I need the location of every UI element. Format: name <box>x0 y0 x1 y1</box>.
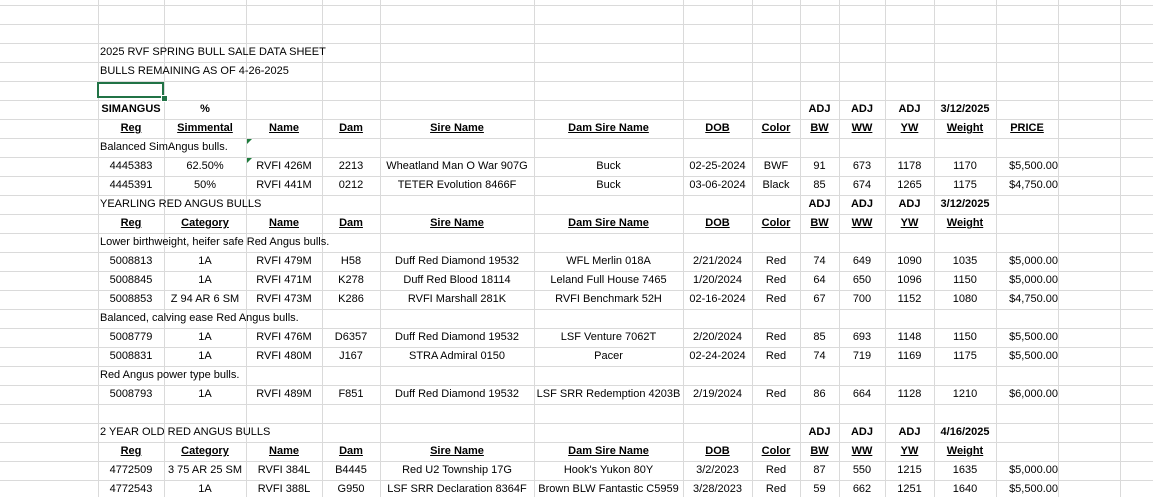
column-header-11: Weight <box>946 122 984 134</box>
cell-error-indicator-0 <box>247 139 252 144</box>
yearling-g3-row-0-cell-6[interactable]: 2/19/2024 <box>693 388 742 400</box>
yearling-g2-row-1-cell-4[interactable]: STRA Admiral 0150 <box>409 350 505 362</box>
yearling-g1-row-0-cell-0[interactable]: 5008813 <box>109 255 153 267</box>
yearling-g2-row-1-cell-0[interactable]: 5008831 <box>109 350 153 362</box>
yearling-g2-row-1-cell-3[interactable]: J167 <box>339 350 363 362</box>
sim-row-1-cell-7[interactable]: Black <box>762 179 790 191</box>
yearling-g2-row-1-cell-12[interactable]: $5,500.00 <box>1009 350 1058 362</box>
yearling-g1-row-1-cell-10[interactable]: 1096 <box>897 274 922 286</box>
fill-handle[interactable] <box>161 95 168 102</box>
column-header-9: WW <box>851 217 873 229</box>
sim-row-0-cell-9[interactable]: 673 <box>852 160 872 172</box>
yearling-group3-note: Red Angus power type bulls. <box>100 369 240 381</box>
yearling-header-top-2: ADJ <box>898 198 921 210</box>
yearling-g1-row-2-cell-1[interactable]: Z 94 AR 6 SM <box>170 293 240 305</box>
yearling-g2-row-1-cell-5[interactable]: Pacer <box>594 350 623 362</box>
two-year-row-1-cell-10[interactable]: 1251 <box>897 483 922 495</box>
column-header-11: Weight <box>946 217 984 229</box>
yearling-g1-row-2-cell-0[interactable]: 5008853 <box>109 293 153 305</box>
yearling-g2-row-1-cell-6[interactable]: 02-24-2024 <box>689 350 746 362</box>
sim-row-1-cell-4[interactable]: TETER Evolution 8466F <box>397 179 517 191</box>
two-year-header-top-2: ADJ <box>898 426 921 438</box>
yearling-g2-row-1-cell-1[interactable]: 1A <box>198 350 212 362</box>
yearling-g1-row-1-cell-2[interactable]: RVFI 471M <box>256 274 312 286</box>
yearling-group1-note: Lower birthweight, heifer safe Red Angus bulls. <box>100 236 330 248</box>
sim-row-0-cell-10[interactable]: 1178 <box>897 160 922 172</box>
sim-row-0-cell-12[interactable]: $5,500.00 <box>1009 160 1058 172</box>
sim-row-0-cell-5[interactable]: Buck <box>596 160 621 172</box>
yearling-g1-row-1-cell-9[interactable]: 650 <box>852 274 872 286</box>
two-year-row-1-cell-3[interactable]: G950 <box>337 483 365 495</box>
sim-row-1-cell-11[interactable]: 1175 <box>953 179 977 191</box>
two-year-row-0-cell-2[interactable]: RVFI 384L <box>257 464 311 476</box>
two-year-row-1-cell-12[interactable]: $5,500.00 <box>1009 483 1058 495</box>
yearling-g1-row-1-cell-7[interactable]: Red <box>765 274 787 286</box>
yearling-g1-row-0-cell-3[interactable]: H58 <box>340 255 362 267</box>
sim-header-top-0: SIMANGUS <box>101 103 161 115</box>
column-header-1: Category <box>181 217 229 229</box>
column-header-6: DOB <box>705 122 730 134</box>
yearling-g2-row-0-cell-3[interactable]: D6357 <box>334 331 368 343</box>
sim-row-0-cell-7[interactable]: BWF <box>763 160 789 172</box>
yearling-header-top-3: 3/12/2025 <box>940 198 990 210</box>
two-year-row-1-cell-4[interactable]: LSF SRR Declaration 8364F <box>387 483 527 495</box>
sim-header-top-8: ADJ <box>808 103 831 115</box>
column-header-8: BW <box>810 445 829 457</box>
sim-row-1-cell-10[interactable]: 1265 <box>897 179 922 191</box>
sim-row-1-cell-9[interactable]: 674 <box>852 179 872 191</box>
column-header-7: Color <box>761 122 791 134</box>
sim-row-1-cell-0[interactable]: 4445391 <box>109 179 153 191</box>
two-year-row-0-cell-11[interactable]: 1635 <box>952 464 978 476</box>
yearling-g1-row-1-cell-4[interactable]: Duff Red Blood 18114 <box>403 274 511 286</box>
yearling-g3-row-0-cell-10[interactable]: 1128 <box>897 388 922 400</box>
sim-row-0-cell-0[interactable]: 4445383 <box>109 160 153 172</box>
yearling-g1-row-1-cell-6[interactable]: 1/20/2024 <box>693 274 742 286</box>
two-year-header-top-0: ADJ <box>808 426 831 438</box>
column-header-0: Reg <box>120 217 142 229</box>
yearling-g3-row-0-cell-8[interactable]: 86 <box>813 388 826 400</box>
yearling-g2-row-1-cell-8[interactable]: 74 <box>813 350 826 362</box>
yearling-g3-row-0-cell-2[interactable]: RVFI 489M <box>256 388 312 400</box>
yearling-g3-row-0-cell-0[interactable]: 5008793 <box>109 388 153 400</box>
two-year-row-1-cell-2[interactable]: RVFI 388L <box>257 483 311 495</box>
two-year-row-1-cell-1[interactable]: 1A <box>198 483 212 495</box>
yearling-section-title: YEARLING RED ANGUS BULLS <box>100 198 262 210</box>
sim-row-1-cell-5[interactable]: Buck <box>596 179 621 191</box>
yearling-g1-row-0-cell-12[interactable]: $5,000.00 <box>1009 255 1058 267</box>
yearling-g1-row-1-cell-1[interactable]: 1A <box>198 274 212 286</box>
two-year-row-0-cell-0[interactable]: 4772509 <box>109 464 153 476</box>
yearling-g2-row-0-cell-5[interactable]: LSF Venture 7062T <box>560 331 657 343</box>
yearling-g1-row-2-cell-6[interactable]: 02-16-2024 <box>689 293 746 305</box>
sim-row-1-cell-1[interactable]: 50% <box>193 179 217 191</box>
two-year-header-top-1: ADJ <box>850 426 873 438</box>
yearling-g1-row-0-cell-6[interactable]: 2/21/2024 <box>693 255 742 267</box>
yearling-g1-row-2-cell-3[interactable]: K286 <box>338 293 364 305</box>
column-header-12: PRICE <box>1010 122 1044 134</box>
sim-header-top-10: ADJ <box>898 103 921 115</box>
yearling-g2-row-1-cell-2[interactable]: RVFI 480M <box>256 350 312 362</box>
column-header-4: Sire Name <box>430 217 484 229</box>
yearling-g1-row-1-cell-12[interactable]: $5,000.00 <box>1009 274 1058 286</box>
two-year-row-1-cell-0[interactable]: 4772543 <box>109 483 153 495</box>
column-header-9: WW <box>851 445 873 457</box>
two-year-row-0-cell-8[interactable]: 87 <box>813 464 826 476</box>
sim-row-1-cell-8[interactable]: 85 <box>813 179 826 191</box>
yearling-g3-row-0-cell-1[interactable]: 1A <box>198 388 212 400</box>
yearling-g1-row-0-cell-4[interactable]: Duff Red Diamond 19532 <box>395 255 519 267</box>
yearling-g2-row-1-cell-7[interactable]: Red <box>765 350 787 362</box>
two-year-row-0-cell-10[interactable]: 1215 <box>897 464 922 476</box>
sheet-title: 2025 RVF SPRING BULL SALE DATA SHEET <box>100 46 326 58</box>
column-header-10: YW <box>900 122 919 134</box>
column-header-1: Simmental <box>177 122 233 134</box>
yearling-g3-row-0-cell-4[interactable]: Duff Red Diamond 19532 <box>395 388 519 400</box>
sim-row-1-cell-3[interactable]: 0212 <box>338 179 364 191</box>
two-year-row-1-cell-8[interactable]: 59 <box>813 483 826 495</box>
yearling-header-top-1: ADJ <box>850 198 873 210</box>
two-year-row-1-cell-7[interactable]: Red <box>765 483 787 495</box>
two-year-row-0-cell-4[interactable]: Red U2 Township 17G <box>402 464 512 476</box>
column-header-2: Name <box>269 122 299 134</box>
sim-header-top-9: ADJ <box>850 103 873 115</box>
yearling-g1-row-0-cell-2[interactable]: RVFI 479M <box>256 255 312 267</box>
column-header-2: Name <box>269 217 299 229</box>
column-header-8: BW <box>810 122 829 134</box>
sim-row-0-cell-11[interactable]: 1170 <box>953 160 977 172</box>
column-header-6: DOB <box>705 445 730 457</box>
column-header-10: YW <box>900 217 919 229</box>
yearling-g2-row-0-cell-2[interactable]: RVFI 476M <box>256 331 312 343</box>
two-year-row-1-cell-6[interactable]: 3/28/2023 <box>693 483 742 495</box>
yearling-g1-row-0-cell-9[interactable]: 649 <box>852 255 872 267</box>
yearling-g1-row-0-cell-5[interactable]: WFL Merlin 018A <box>566 255 651 267</box>
yearling-g1-row-0-cell-10[interactable]: 1090 <box>897 255 922 267</box>
yearling-g1-row-2-cell-11[interactable]: 1080 <box>952 293 978 305</box>
sim-row-0-cell-6[interactable]: 02-25-2024 <box>689 160 746 172</box>
yearling-g3-row-0-cell-3[interactable]: F851 <box>338 388 364 400</box>
column-header-6: DOB <box>705 217 730 229</box>
active-cell-selection[interactable] <box>97 82 164 98</box>
column-header-7: Color <box>761 445 791 457</box>
yearling-g1-row-0-cell-7[interactable]: Red <box>765 255 787 267</box>
yearling-g1-row-1-cell-3[interactable]: K278 <box>338 274 364 286</box>
cell-error-indicator-1 <box>247 158 252 163</box>
column-header-11: Weight <box>946 445 984 457</box>
two-year-section-title: 2 YEAR OLD RED ANGUS BULLS <box>100 426 271 438</box>
column-header-5: Dam Sire Name <box>568 122 649 134</box>
column-header-9: WW <box>851 122 873 134</box>
column-header-8: BW <box>810 217 829 229</box>
sim-header-top-11: 3/12/2025 <box>940 103 990 115</box>
yearling-g3-row-0-cell-12[interactable]: $6,000.00 <box>1009 388 1058 400</box>
sim-group-note: Balanced SimAngus bulls. <box>100 141 228 153</box>
two-year-row-0-cell-12[interactable]: $5,000.00 <box>1009 464 1058 476</box>
two-year-row-0-cell-9[interactable]: 550 <box>852 464 872 476</box>
yearling-g1-row-2-cell-4[interactable]: RVFI Marshall 281K <box>407 293 507 305</box>
yearling-g1-row-2-cell-5[interactable]: RVFI Benchmark 52H <box>555 293 662 305</box>
yearling-g2-row-0-cell-12[interactable]: $5,500.00 <box>1009 331 1058 343</box>
sim-row-1-cell-2[interactable]: RVFI 441M <box>256 179 312 191</box>
yearling-g3-row-0-cell-11[interactable]: 1210 <box>952 388 978 400</box>
yearling-g2-row-0-cell-4[interactable]: Duff Red Diamond 19532 <box>395 331 519 343</box>
column-header-0: Reg <box>120 445 142 457</box>
sim-row-1-cell-12[interactable]: $4,750.00 <box>1009 179 1058 191</box>
yearling-g1-row-2-cell-7[interactable]: Red <box>765 293 787 305</box>
yearling-g2-row-0-cell-9[interactable]: 693 <box>852 331 872 343</box>
two-year-row-0-cell-7[interactable]: Red <box>765 464 787 476</box>
yearling-group2-note: Balanced, calving ease Red Angus bulls. <box>100 312 299 324</box>
column-header-10: YW <box>900 445 919 457</box>
yearling-g1-row-0-cell-8[interactable]: 74 <box>813 255 826 267</box>
two-year-row-0-cell-3[interactable]: B4445 <box>335 464 367 476</box>
yearling-g2-row-0-cell-10[interactable]: 1148 <box>897 331 922 343</box>
column-header-3: Dam <box>339 122 363 134</box>
yearling-g3-row-0-cell-7[interactable]: Red <box>765 388 787 400</box>
yearling-g2-row-0-cell-7[interactable]: Red <box>765 331 787 343</box>
yearling-g1-row-2-cell-12[interactable]: $4,750.00 <box>1009 293 1058 305</box>
yearling-header-top-0: ADJ <box>808 198 831 210</box>
column-header-1: Category <box>181 445 229 457</box>
two-year-row-1-cell-5[interactable]: Brown BLW Fantastic C5959 <box>538 483 679 495</box>
two-year-header-top-3: 4/16/2025 <box>940 426 990 438</box>
yearling-g2-row-1-cell-11[interactable]: 1175 <box>953 350 977 362</box>
two-year-row-0-cell-6[interactable]: 3/2/2023 <box>696 464 739 476</box>
yearling-g1-row-2-cell-9[interactable]: 700 <box>852 293 872 305</box>
sim-row-0-cell-8[interactable]: 91 <box>813 160 826 172</box>
column-header-4: Sire Name <box>430 445 484 457</box>
yearling-g1-row-2-cell-10[interactable]: 1152 <box>897 293 922 305</box>
yearling-g3-row-0-cell-9[interactable]: 664 <box>852 388 872 400</box>
yearling-g1-row-1-cell-0[interactable]: 5008845 <box>109 274 153 286</box>
sim-row-0-cell-2[interactable]: RVFI 426M <box>256 160 312 172</box>
column-header-5: Dam Sire Name <box>568 217 649 229</box>
column-header-5: Dam Sire Name <box>568 445 649 457</box>
sim-header-top-1: % <box>200 103 210 115</box>
two-year-row-0-cell-5[interactable]: Hook's Yukon 80Y <box>563 464 654 476</box>
column-header-0: Reg <box>120 122 142 134</box>
yearling-g1-row-1-cell-5[interactable]: Leland Full House 7465 <box>550 274 667 286</box>
column-header-3: Dam <box>339 217 363 229</box>
column-header-4: Sire Name <box>430 122 484 134</box>
yearling-g2-row-0-cell-0[interactable]: 5008779 <box>109 331 153 343</box>
column-header-7: Color <box>761 217 791 229</box>
yearling-g2-row-0-cell-11[interactable]: 1150 <box>953 331 977 343</box>
yearling-g2-row-1-cell-10[interactable]: 1169 <box>897 350 922 362</box>
sim-row-0-cell-1[interactable]: 62.50% <box>186 160 224 172</box>
two-year-row-1-cell-11[interactable]: 1640 <box>952 483 978 495</box>
yearling-g1-row-0-cell-1[interactable]: 1A <box>198 255 212 267</box>
yearling-g2-row-0-cell-6[interactable]: 2/20/2024 <box>693 331 742 343</box>
sim-row-0-cell-4[interactable]: Wheatland Man O War 907G <box>386 160 528 172</box>
two-year-row-1-cell-9[interactable]: 662 <box>852 483 872 495</box>
yearling-g1-row-2-cell-8[interactable]: 67 <box>813 293 826 305</box>
yearling-g2-row-0-cell-1[interactable]: 1A <box>198 331 212 343</box>
yearling-g1-row-1-cell-11[interactable]: 1150 <box>953 274 977 286</box>
sheet-subtitle: BULLS REMAINING AS OF 4-26-2025 <box>100 65 289 77</box>
yearling-g1-row-1-cell-8[interactable]: 64 <box>813 274 826 286</box>
yearling-g2-row-0-cell-8[interactable]: 85 <box>813 331 826 343</box>
sim-row-0-cell-3[interactable]: 2213 <box>338 160 364 172</box>
two-year-row-0-cell-1[interactable]: 3 75 AR 25 SM <box>168 464 242 476</box>
yearling-g1-row-0-cell-11[interactable]: 1035 <box>952 255 978 267</box>
yearling-g2-row-1-cell-9[interactable]: 719 <box>852 350 872 362</box>
column-header-3: Dam <box>339 445 363 457</box>
column-header-2: Name <box>269 445 299 457</box>
yearling-g1-row-2-cell-2[interactable]: RVFI 473M <box>256 293 312 305</box>
sim-row-1-cell-6[interactable]: 03-06-2024 <box>689 179 746 191</box>
yearling-g3-row-0-cell-5[interactable]: LSF SRR Redemption 4203B <box>536 388 681 400</box>
